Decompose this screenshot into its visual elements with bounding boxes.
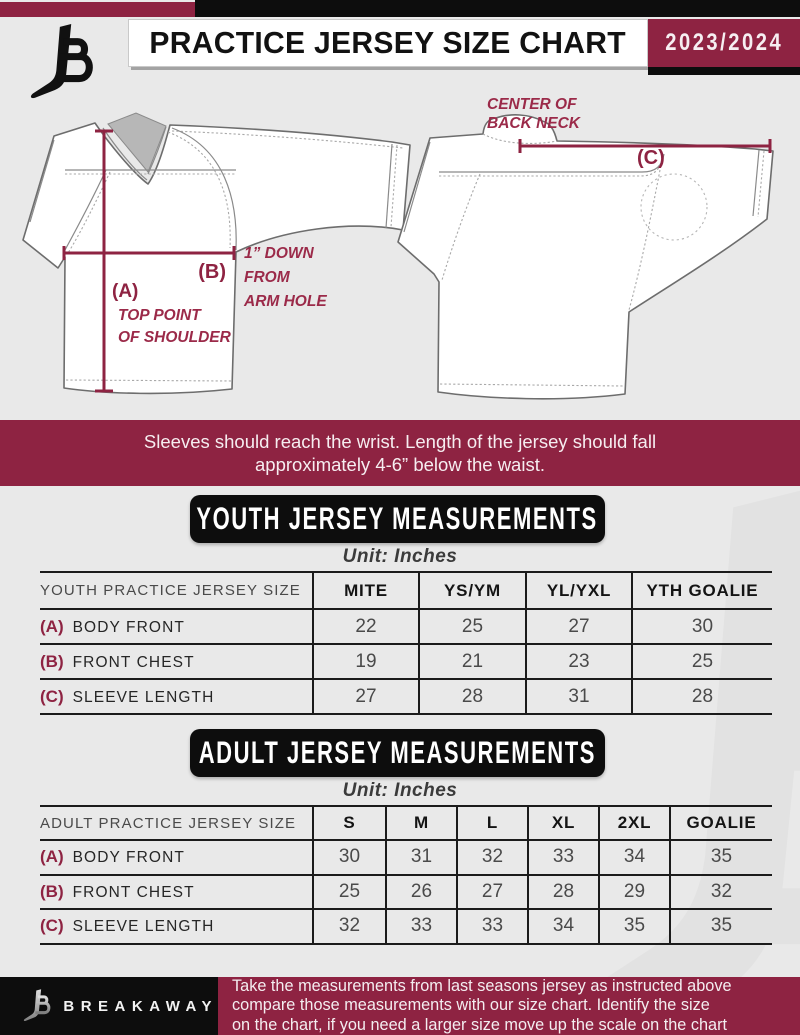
cell-value: 30 xyxy=(632,609,772,644)
front-jersey-diagram xyxy=(20,100,420,412)
measure-a-label: (A) xyxy=(112,281,139,302)
footer-brand-box xyxy=(0,977,218,1035)
row-label: BODY FRONT xyxy=(72,849,185,867)
adult-sleeve-length-row xyxy=(40,909,772,944)
cell-value: 32 xyxy=(670,875,772,910)
youth-size-col-ysym: YS/YM xyxy=(419,572,526,609)
cell-value: 28 xyxy=(528,875,599,910)
adult-section-title: ADULT JERSEY MEASUREMENTS xyxy=(198,734,597,771)
adult-body-front-row xyxy=(40,840,772,875)
measure-c-caption-line2: BACK NECK xyxy=(487,115,580,132)
cell-value: 33 xyxy=(457,909,528,944)
row-key: (B) xyxy=(40,881,64,901)
cell-value: 33 xyxy=(386,909,457,944)
row-key: (C) xyxy=(40,916,64,936)
youth-size-col-ylyxl: YL/YXL xyxy=(526,572,632,609)
adult-size-table xyxy=(40,805,772,945)
cell-value: 29 xyxy=(599,875,670,910)
youth-size-col-goalie: YTH GOALIE xyxy=(632,572,772,609)
top-accent-bar-black xyxy=(195,0,800,17)
cell-value: 28 xyxy=(632,679,772,714)
cell-value: 26 xyxy=(386,875,457,910)
fit-note-line1: Sleeves should reach the wrist. Length of the jersey should fall xyxy=(143,431,657,452)
cell-value: 35 xyxy=(670,840,772,875)
measure-b-caption-line1: 1” DOWN xyxy=(244,245,314,262)
cell-value: 30 xyxy=(313,840,386,875)
brand-name: BREAKAWAY xyxy=(63,997,218,1015)
youth-sleeve-length-row xyxy=(40,679,772,714)
cell-value: 21 xyxy=(419,644,526,679)
youth-size-col-mite: MITE xyxy=(313,572,419,609)
adult-front-chest-row xyxy=(40,875,772,910)
cell-value: 34 xyxy=(599,840,670,875)
cell-value: 27 xyxy=(526,609,632,644)
measure-b-label: (B) xyxy=(198,261,226,283)
youth-section-title: YOUTH JERSEY MEASUREMENTS xyxy=(196,500,599,537)
row-label: SLEEVE LENGTH xyxy=(72,688,215,706)
top-accent-bar-maroon xyxy=(0,2,195,17)
cell-value: 19 xyxy=(313,644,419,679)
cell-value: 28 xyxy=(419,679,526,714)
youth-size-table xyxy=(40,571,772,715)
row-label: FRONT CHEST xyxy=(72,653,195,671)
cell-value: 25 xyxy=(632,644,772,679)
adult-size-col-m: M xyxy=(386,806,457,840)
row-label: SLEEVE LENGTH xyxy=(72,918,215,936)
row-label: FRONT CHEST xyxy=(72,883,195,901)
cell-value: 31 xyxy=(526,679,632,714)
measure-b-caption-line3: ARM HOLE xyxy=(244,293,327,310)
adult-section-title-bar xyxy=(190,729,605,777)
cell-value: 33 xyxy=(528,840,599,875)
row-key: (C) xyxy=(40,686,64,706)
adult-size-col-goalie: GOALIE xyxy=(670,806,772,840)
adult-size-col-s: S xyxy=(313,806,386,840)
cell-value: 27 xyxy=(313,679,419,714)
breakaway-logo-icon-footer xyxy=(22,986,52,1026)
breakaway-logo-icon xyxy=(26,24,98,102)
measure-a-caption-line2: OF SHOULDER xyxy=(118,329,231,346)
adult-unit-label: Unit: Inches xyxy=(342,780,458,801)
season-badge-shadow xyxy=(648,67,800,75)
youth-table-label-header: YOUTH PRACTICE JERSEY SIZE xyxy=(40,582,301,599)
cell-value: 31 xyxy=(386,840,457,875)
youth-section-title-bar xyxy=(190,495,605,543)
footer-instructions xyxy=(218,977,800,1035)
cell-value: 27 xyxy=(457,875,528,910)
cell-value: 25 xyxy=(419,609,526,644)
cell-value: 32 xyxy=(457,840,528,875)
cell-value: 23 xyxy=(526,644,632,679)
season-label: 2023/2024 xyxy=(665,29,783,56)
adult-size-col-2xl: 2XL xyxy=(599,806,670,840)
cell-value: 34 xyxy=(528,909,599,944)
measure-c-caption-line1: CENTER OF xyxy=(487,96,577,113)
fit-note-banner xyxy=(0,420,800,486)
cell-value: 32 xyxy=(313,909,386,944)
footer-note-line2: compare those measurements with our size chart. Identify the size xyxy=(232,996,710,1015)
header-title-box xyxy=(128,19,648,67)
fit-note-line2: approximately 4-6” below the waist. xyxy=(255,454,545,475)
youth-body-front-row xyxy=(40,609,772,644)
measure-c-label: (C) xyxy=(637,147,665,169)
adult-size-col-xl: XL xyxy=(528,806,599,840)
adult-table-label-header: ADULT PRACTICE JERSEY SIZE xyxy=(40,814,297,832)
cell-value: 25 xyxy=(313,875,386,910)
footer-note-line1: Take the measurements from last seasons jersey as instructed above xyxy=(232,976,732,995)
measure-a-caption-line1: TOP POINT xyxy=(118,307,201,324)
youth-table-header-row xyxy=(40,572,772,609)
adult-table-header-row xyxy=(40,806,772,840)
youth-front-chest-row xyxy=(40,644,772,679)
cell-value: 22 xyxy=(313,609,419,644)
measure-b-caption-line2: FROM xyxy=(244,269,290,286)
youth-unit-label: Unit: Inches xyxy=(342,546,458,567)
cell-value: 35 xyxy=(670,909,772,944)
row-key: (B) xyxy=(40,651,64,671)
row-label: BODY FRONT xyxy=(72,618,185,636)
page-title: PRACTICE JERSEY SIZE CHART xyxy=(149,25,627,60)
back-jersey-diagram xyxy=(392,92,794,412)
footer-note-line3: on the chart, if you need a larger size move up the scale on the chart xyxy=(232,1015,728,1034)
row-key: (A) xyxy=(40,616,64,636)
adult-size-col-l: L xyxy=(457,806,528,840)
row-key: (A) xyxy=(40,847,64,867)
cell-value: 35 xyxy=(599,909,670,944)
season-badge xyxy=(648,19,800,67)
